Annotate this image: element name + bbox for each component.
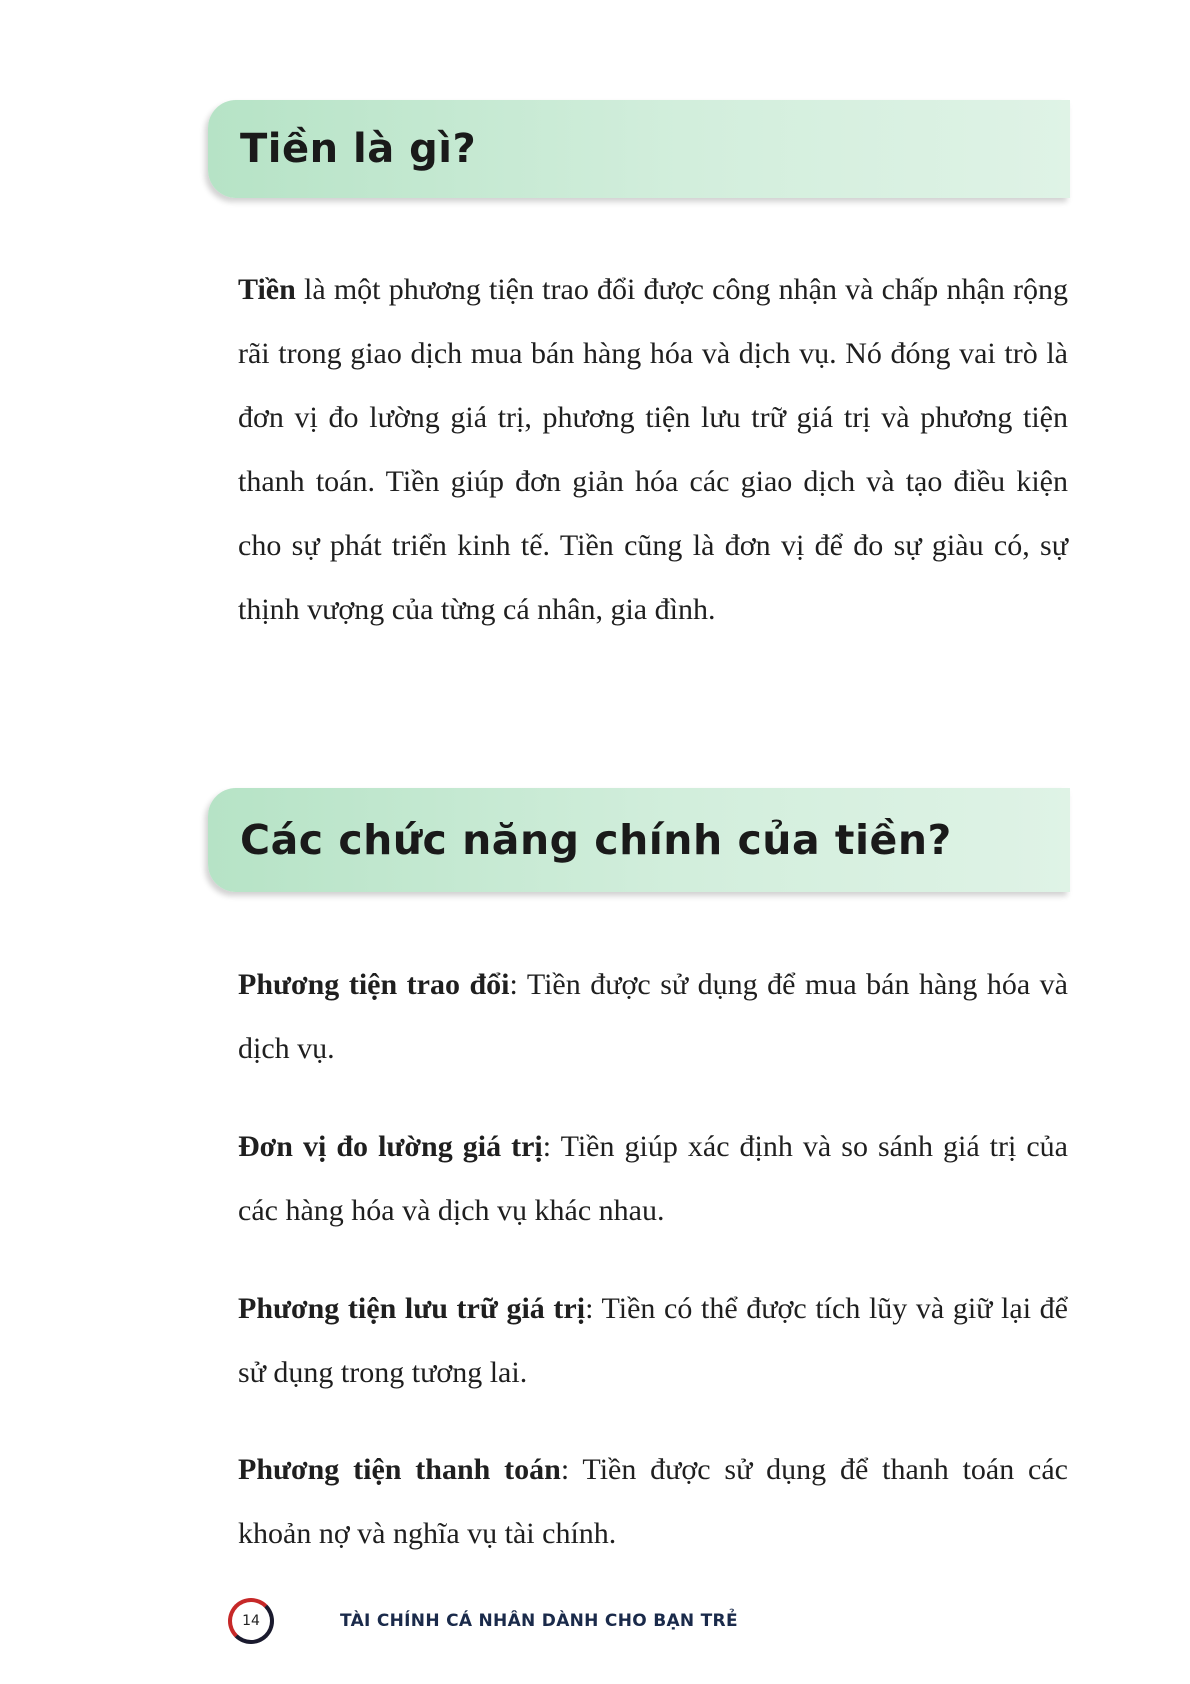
section-header-what-is-money	[208, 100, 1070, 198]
function-item	[238, 1438, 1068, 1566]
section-heading: Các chức năng chính của tiền?	[240, 816, 952, 864]
function-desc: : Tiền được sử dụng để thanh toán các khoản nợ và nghĩa vụ tài chính.	[238, 1453, 1068, 1550]
section-heading: Tiền là gì?	[240, 126, 477, 172]
function-item	[238, 1115, 1068, 1243]
book-title: TÀI CHÍNH CÁ NHÂN DÀNH CHO BẠN TRẺ	[340, 1611, 738, 1631]
term-money: Tiền	[238, 273, 296, 306]
function-term: Đơn vị đo lường giá trị	[238, 1130, 543, 1163]
function-item	[238, 953, 1068, 1081]
function-item	[238, 1277, 1068, 1405]
function-desc: : Tiền giúp xác định và so sánh giá trị của các hàng hóa và dịch vụ khác nhau.	[238, 1130, 1068, 1227]
page-number: 14	[242, 1613, 260, 1629]
function-term: Phương tiện trao đổi	[238, 968, 510, 1001]
section-header-functions	[208, 788, 1070, 892]
function-desc: : Tiền được sử dụng để mua bán hàng hóa và dịch vụ.	[238, 968, 1068, 1065]
function-desc: : Tiền có thể được tích lũy và giữ lại để sử dụng trong tương lai.	[238, 1292, 1068, 1389]
function-term: Phương tiện lưu trữ giá trị	[238, 1292, 586, 1325]
intro-text: là một phương tiện trao đổi được công nhận và chấp nhận rộng rãi trong giao dịch mua bán hàng hóa và dịch vụ. Nó đóng vai trò là đơn vị đo lường giá trị, phương tiện lưu trữ giá trị và phương tiện thanh toán. Tiền giúp đơn giản hóa các giao dịch và tạo điều kiện cho sự phát triển kinh tế. Tiền cũng là đơn vị để đo sự giàu có, sự thịnh vượng của từng cá nhân, gia đình.	[238, 273, 1068, 626]
intro-paragraph	[238, 258, 1068, 642]
page-footer	[228, 1598, 738, 1644]
function-term: Phương tiện thanh toán	[238, 1453, 561, 1486]
page-number-badge	[228, 1598, 274, 1644]
